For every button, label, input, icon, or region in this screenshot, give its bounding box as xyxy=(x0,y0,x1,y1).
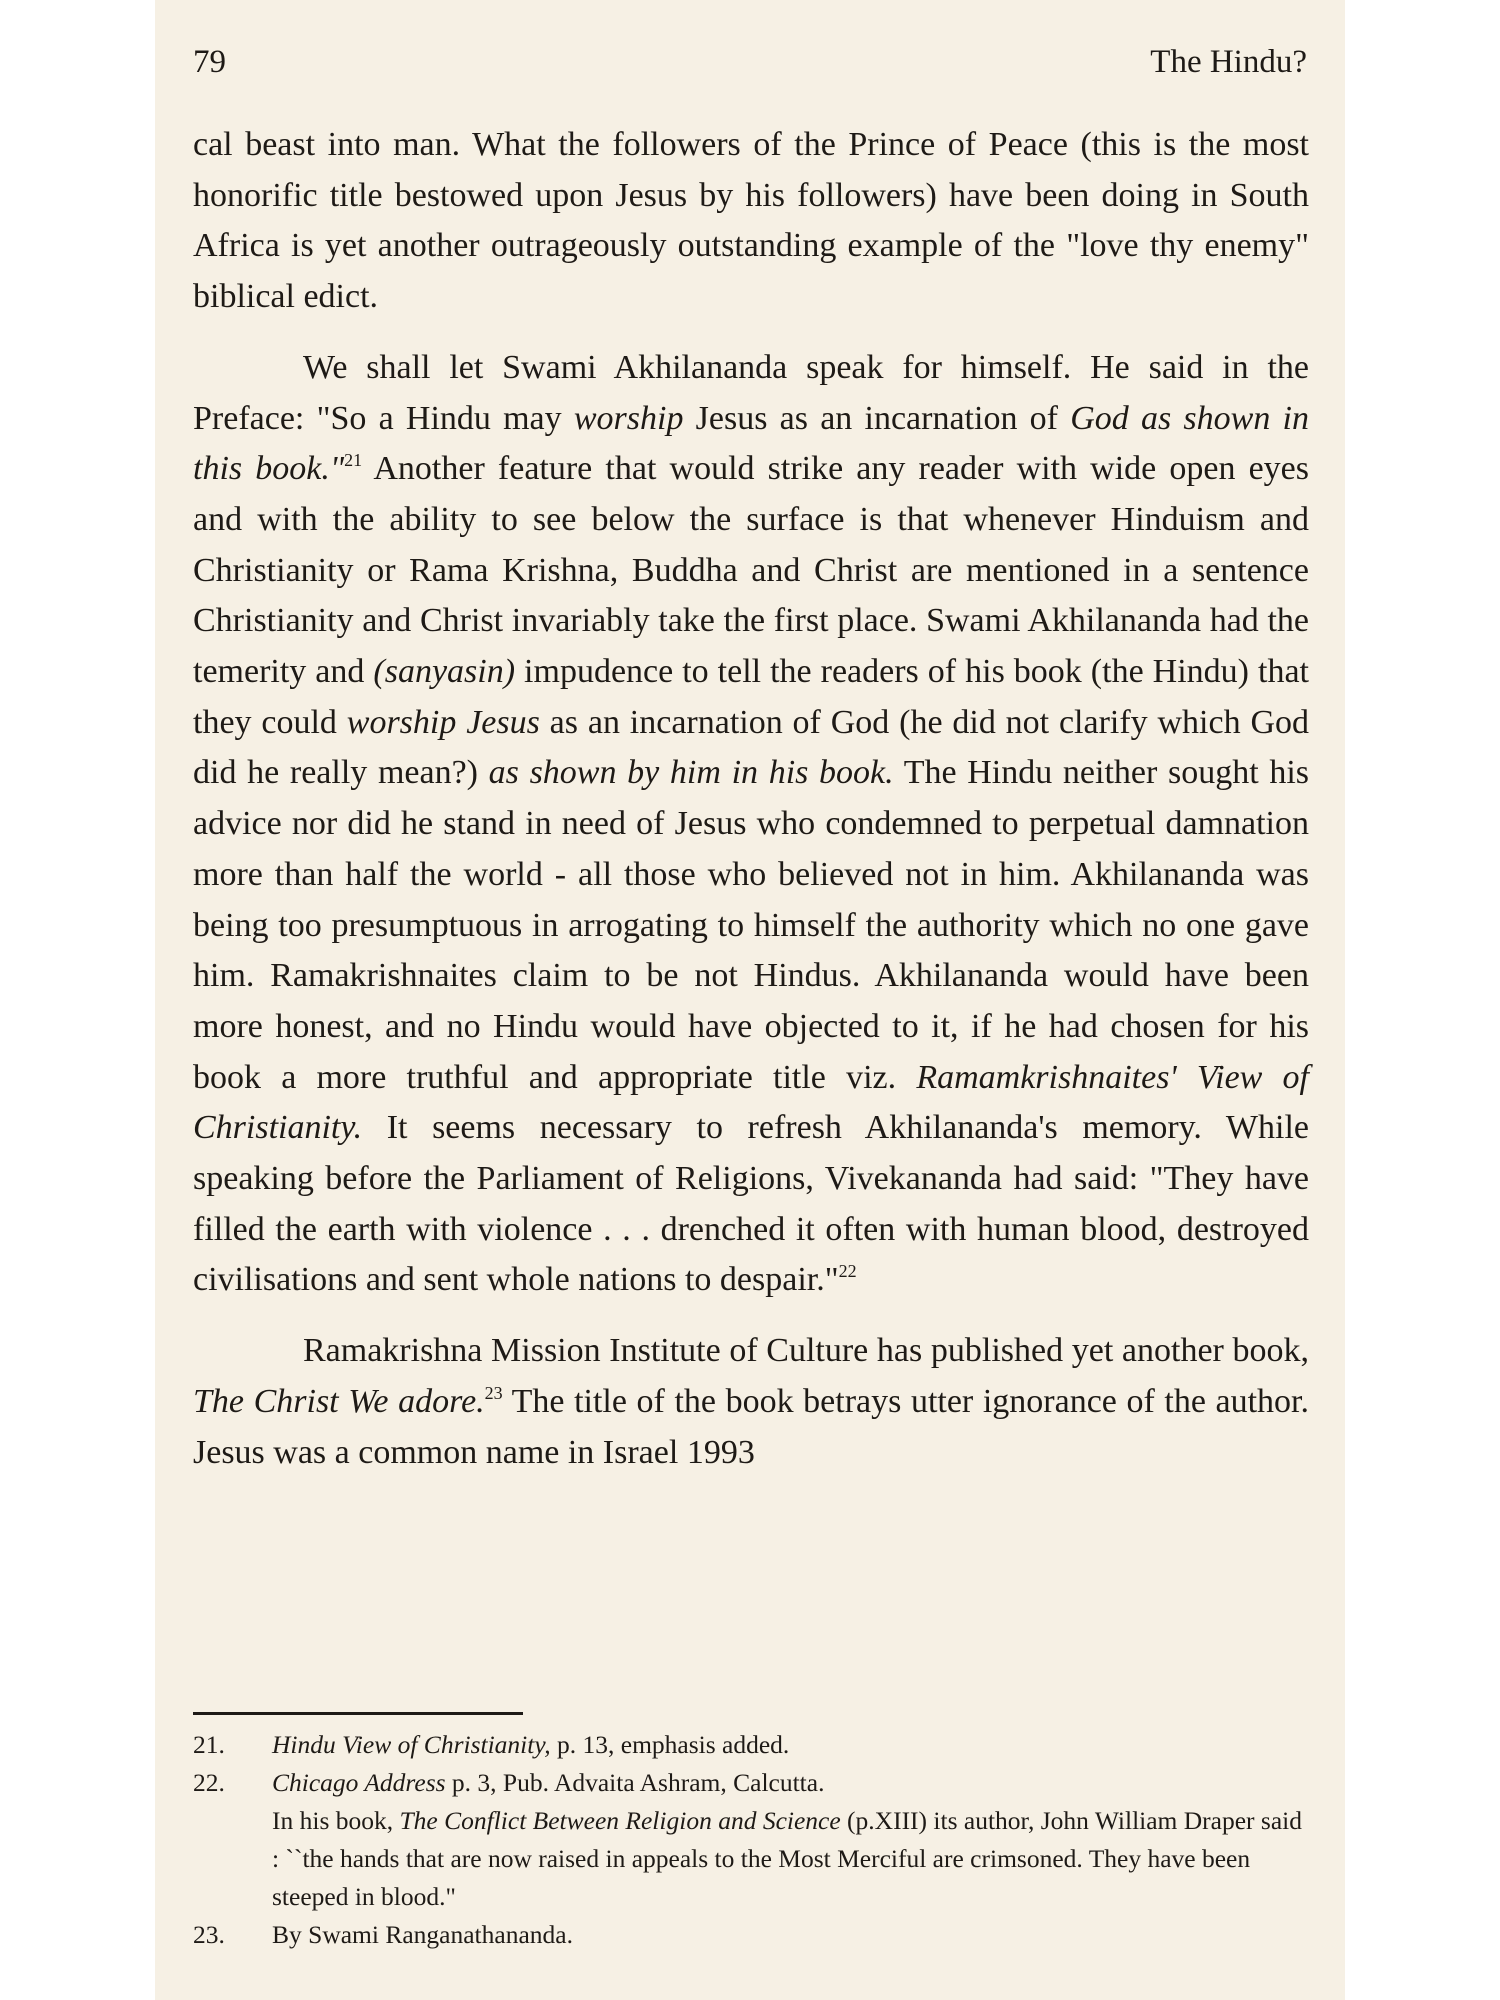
book-page xyxy=(155,0,1345,2000)
running-head xyxy=(193,44,1307,88)
text-run: The title of the book betrays utter ignorance of the author. Jesus was a common name in Israel 1993 xyxy=(193,1382,1309,1471)
text-run: p. 13, emphasis added. xyxy=(550,1730,790,1759)
footnote-number: 23. xyxy=(193,1920,225,1949)
page-number: 79 xyxy=(193,44,226,80)
italic-run: The Conflict Between Religion and Science xyxy=(399,1806,841,1835)
footnote-number: 22. xyxy=(193,1768,225,1797)
text-run: Another feature that would strike any reader with wide open eyes and with the ability to see below the surface is that whenever Hinduism and Christianity or Rama Krishna, Buddha and Christ are mentioned in a sentence Christianity and Christ invariably take the first place. Swami Akhilananda had the temerity and xyxy=(193,450,1309,691)
text-run: as an incarnation of God (he did not clarify which God did he really mean?) xyxy=(193,703,1309,792)
text-run: Jesus as an incarnation of xyxy=(683,399,1071,437)
footnote-ref-23: 23 xyxy=(484,1382,503,1403)
footnote-ref-22: 22 xyxy=(838,1261,857,1282)
italic-run: worship xyxy=(573,399,684,437)
text-run: (p.XIII) its author, John William Draper said : ``the hands that are now raised in appeals to the Most Merciful are crimsoned. They have been steeped in blood." xyxy=(272,1806,1303,1911)
footnote-21 xyxy=(193,1726,1309,1764)
footnote-22 xyxy=(193,1764,1309,1802)
paragraph-3 xyxy=(193,1326,1309,1478)
italic-run: Hindu View of Christianity, xyxy=(272,1730,551,1759)
footnote-text xyxy=(272,1726,1309,1764)
italic-run: (sanyasin) xyxy=(373,653,516,691)
text-run: The Hindu neither sought his advice nor did he stand in need of Jesus who condemned to perpetual damnation more than half the world - all those who believed not in him. Akhilananda was being too presumptuous in arrogating to himself the authority which no one gave him. Ramakrishnaites claim to be not Hindus. Akhilananda would have been more honest, and no Hindu would have objected to it, if he had chosen for his book a more truthful and appropriate title viz. xyxy=(193,754,1310,1096)
text-run: impudence to tell the readers of his book (the Hindu) that they could xyxy=(193,653,1309,741)
footnote-number: 21. xyxy=(193,1730,225,1759)
paragraph-2 xyxy=(193,343,1309,1306)
footnote-23 xyxy=(193,1916,1309,1954)
footnote-22-continuation xyxy=(193,1802,1309,1916)
text-run: It seems necessary to refresh Akhilananda's memory. While speaking before the Parliament of Religions, Vivekananda had said: "They have filled the earth with violence . . . drenched it often with human blood, destroyed civilisations and sent whole nations to despair." xyxy=(193,1109,1309,1299)
body-text xyxy=(193,120,1309,1478)
footnote-text xyxy=(272,1764,1309,1802)
footnote-divider xyxy=(193,1712,523,1715)
italic-run: worship Jesus xyxy=(346,703,540,741)
italic-run: The Christ We adore. xyxy=(193,1382,485,1420)
italic-run: Chicago Address xyxy=(272,1768,446,1797)
footnotes xyxy=(193,1726,1309,1954)
text-run: By Swami Ranganathananda. xyxy=(272,1920,573,1949)
text-run: Ramakrishna Mission Institute of Culture has published yet another book, xyxy=(303,1332,1309,1370)
text-run: We shall let Swami Akhilananda speak for himself. He said in the Preface: "So a Hindu may xyxy=(193,348,1309,437)
footnote-ref-21: 21 xyxy=(344,450,363,471)
text-run: In his book, xyxy=(272,1806,400,1835)
text-run: p. 3, Pub. Advaita Ashram, Calcutta. xyxy=(445,1768,825,1797)
italic-run: God as shown in this book." xyxy=(193,399,1309,488)
text-run: cal beast into man. What the followers of the Prince of Peace (this is the most honorific title bestowed upon Jesus by his followers) have been doing in South Africa is yet another outrageously outstanding example of the "love thy enemy" biblical edict. xyxy=(193,126,1309,316)
italic-run: as shown by him in his book. xyxy=(488,754,894,792)
paragraph-1 xyxy=(193,120,1309,323)
footnote-text xyxy=(272,1916,1309,1954)
italic-run: Ramamkrishnaites' View of Christianity. xyxy=(193,1058,1309,1147)
running-title: The Hindu? xyxy=(1150,44,1307,80)
